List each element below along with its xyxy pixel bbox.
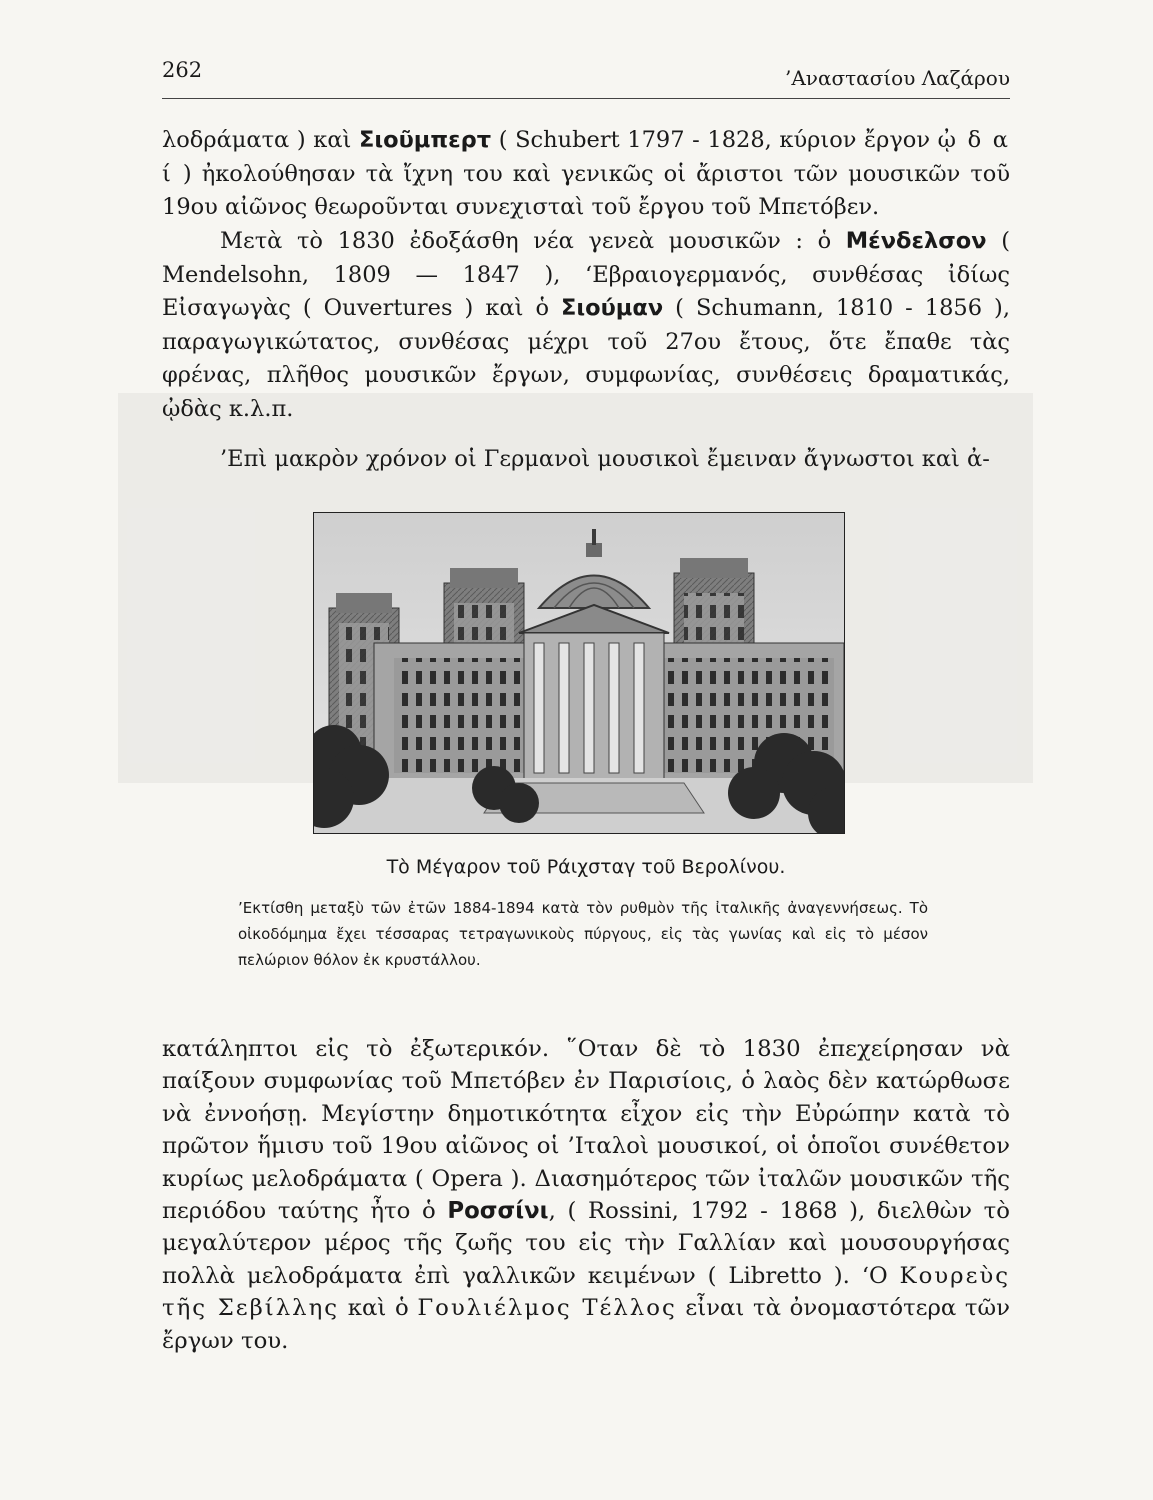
para3-text-1: ’Επὶ μακρὸν χρόνον οἱ Γερμανοὶ μουσικοὶ ἔμειναν ἄγνωστοι καὶ ἀ- (220, 446, 990, 472)
para2-text-3: ( Schumann, 1810 - 1856 ), παραγωγικώτατος, συνθέσας μέχρι τοῦ 27ου ἔτους, ὅτε ἔπαθε τὰς φρένας, πλῆθος μουσικῶν ἔργων, συμφωνίας, συνθέσεις δραματικάς, ᾠδὰς κ.λ.π. (162, 295, 1010, 422)
para2-text-1: Μετὰ τὸ 1830 ἐδοξάσθη νέα γενεὰ μουσικῶν : ὁ (220, 228, 846, 254)
paragraph-3 (162, 443, 1010, 477)
reichstag-photo (313, 512, 845, 834)
paragraph-2 (162, 225, 1010, 427)
opera-title-barber: Κουρεὺς τῆς Σεβίλλης (162, 1262, 1010, 1322)
page-number: 262 (162, 58, 203, 82)
composer-name-mendelssohn: Μένδελσον (845, 228, 987, 254)
paragraph-4 (162, 1033, 1010, 1357)
para4-text-4: εἶναι τὰ ὀνομαστότερα τῶν ἔργων του. (162, 1295, 1010, 1354)
para1-spaced-word: ᾠ δ α ί (162, 127, 1010, 187)
composer-name-schumann: Σιούμαν (561, 295, 664, 322)
para2-text-2: ( Mendelsohn, 1809 — 1847 ), ‘Εβραιογερμανός, συνθέσας ἰδίως Εἰσαγωγὰς ( Ouvertures ) καὶ ὁ (162, 228, 1010, 322)
page-header (162, 58, 1010, 99)
para1-text-2: ( Schubert 1797 - 1828, κύριον ἔργον (491, 127, 938, 153)
paragraph-1 (162, 124, 1010, 225)
para1-text-3: ) ἠκολούθησαν τὰ ἴχνη του καὶ γενικῶς οἱ ἄριστοι τῶν μουσικῶν τοῦ 19ου αἰῶνος θεωροῦνται συνεχισταὶ τοῦ ἔργου τοῦ Μπετόβεν. (162, 160, 1010, 221)
para4-text-3: καὶ ὁ (339, 1295, 418, 1322)
para1-text-1: λοδράματα ) καὶ (162, 127, 359, 153)
running-head: ’Αναστασίου Λαζάρου (785, 66, 1010, 90)
figure-caption-title: Τὸ Μέγαρον τοῦ Ράιχσταγ τοῦ Βερολίνου. (386, 856, 786, 878)
figure-caption-body: ’Εκτίσθη μεταξὺ τῶν ἐτῶν 1884-1894 κατὰ τὸν ρυθμὸν τῆς ἰταλικῆς ἀναγεννήσεως. Τὸ οἰκοδόμημα ἔχει τέσσαρας τετραγωνικοὺς πύργους, εἰς τὰς γωνίας καὶ εἰς τὸ μέσον πελώριον θόλον ἐκ κρυστάλλου. (238, 899, 928, 969)
para4-text-1: κατάληπτοι εἰς τὸ ἐξωτερικόν. ῞Οταν δὲ τὸ 1830 ἐπεχείρησαν νὰ παίξουν συμφωνίας τοῦ Μπετόβεν ἐν Παρισίοις, ὁ λαὸς δὲν κατώρθωσε νὰ ἐννοήσῃ. Μεγίστην δημοτικότητα εἶχον εἰς τὴν Εὐρώπην κατὰ τὸ πρῶτον ἥμισυ τοῦ 19ου αἰῶνος οἱ ’Ιταλοὶ μουσικοί, οἱ ὁποῖοι συνέθετον κυρίως μελοδράματα ( Opera ). Διασημότερος τῶν ἰταλῶν μουσικῶν τῆς περιόδου ταύτης ἦτο ὁ (162, 1036, 1010, 1225)
composer-name-rossini: Ροσσίνι (447, 1198, 549, 1225)
reichstag-illustration (314, 513, 844, 833)
opera-title-william-tell: Γουλιέλμος Τέλλος (417, 1295, 677, 1322)
para4-text-2: , ( Rossini, 1792 - 1868 ), διελθὼν τὸ μεγαλύτερον μέρος τῆς ζωῆς του εἰς τὴν Γαλλίαν καὶ μουσουργήσας πολλὰ μελοδράματα ἐπὶ γαλλικῶν κειμένων ( Libretto ). ‘Ο (162, 1198, 1011, 1289)
composer-name-schubert: Σιοῦμπερτ (358, 127, 492, 153)
